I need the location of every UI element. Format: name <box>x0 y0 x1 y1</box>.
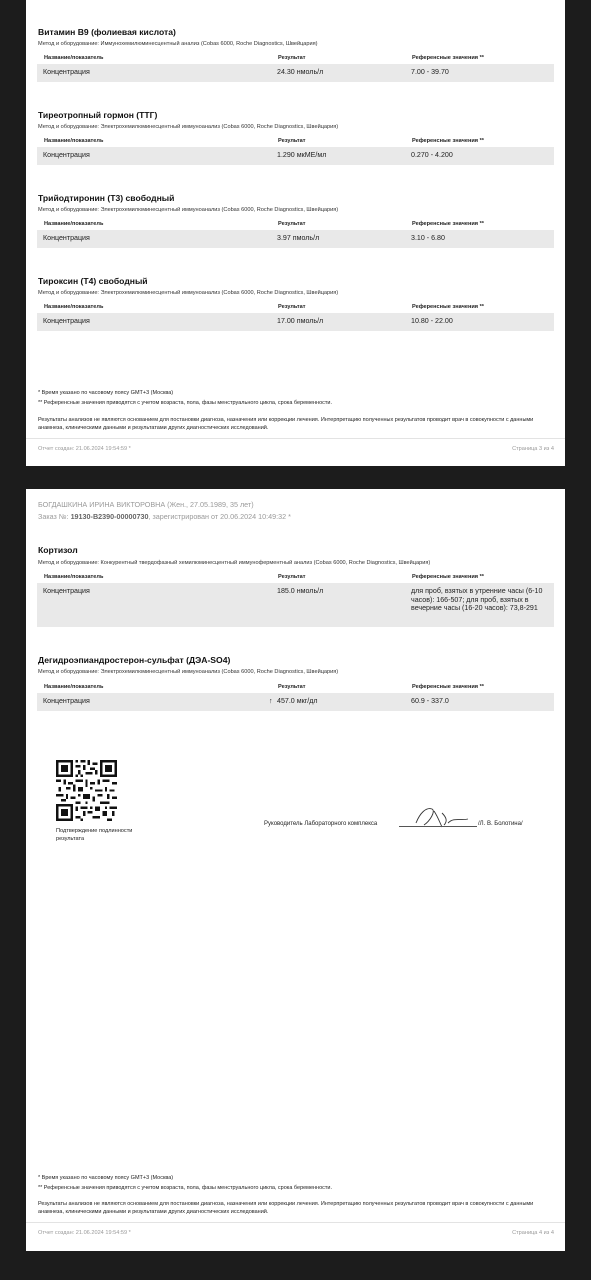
header-name: Название/показатель <box>44 55 104 61</box>
qr-caption: Подтверждение подлинности результата <box>56 828 133 842</box>
header-reference: Референсные значения ** <box>412 574 484 580</box>
header-result: Результат <box>278 574 306 580</box>
row-reference: 10.80 - 22.00 <box>411 317 453 325</box>
order-registered: , зарегистрирован от 20.06.2024 10:49:32 * <box>148 512 291 521</box>
section-method: Метод и оборудование: Электрохемилюминесцентный иммуноанализ (Cobas 6000, Roche Diagnostics, Швейцария) <box>38 669 339 675</box>
header-result: Результат <box>278 684 306 690</box>
header-name: Название/показатель <box>44 221 104 227</box>
row-result: 185.0 нмоль/л <box>277 587 324 595</box>
signatory-name: /Л. В. Болотина/ <box>478 821 523 827</box>
row-result: 3.97 пмоль/л <box>277 234 320 242</box>
table-header <box>38 137 554 147</box>
footnote-timezone: * Время указано по часовому поясу GMT+3 (Москва) <box>38 1175 174 1181</box>
report-created: Отчет создан: 21.06.2024 19:54:59 * <box>38 446 131 452</box>
row-reference: 60.9 - 337.0 <box>411 697 449 705</box>
header-reference: Референсные значения ** <box>412 138 484 144</box>
section-method: Метод и оборудование: Электрохемилюминесцентный иммуноанализ (Cobas 6000, Roche Diagnostics, Швейцария) <box>38 207 339 213</box>
signature-line <box>399 826 477 827</box>
table-header <box>38 303 554 313</box>
footer-divider <box>26 438 565 439</box>
row-reference: для проб, взятых в утренние часы (6-10 часов): 166-507; для проб, взятых в вечерние часы (16-20 часов): 73,8-291 <box>411 587 543 613</box>
table-header <box>38 220 554 230</box>
footnote-reference: ** Референсные значения приводятся с учетом возраста, пола, фазы менструального цикла, срока беременности. <box>38 400 333 406</box>
header-reference: Референсные значения ** <box>412 304 484 310</box>
header-reference: Референсные значения ** <box>412 55 484 61</box>
row-reference: 0.270 - 4.200 <box>411 151 453 159</box>
row-result: 457.0 мкг/дл <box>277 697 318 705</box>
report-created: Отчет создан: 21.06.2024 19:54:59 * <box>38 1230 131 1236</box>
table-header <box>38 573 554 583</box>
row-result: 17.00 пмоль/л <box>277 317 324 325</box>
row-name: Концентрация <box>43 587 90 595</box>
footer-divider <box>26 1222 565 1223</box>
order-info <box>38 512 291 521</box>
header-reference: Референсные значения ** <box>412 221 484 227</box>
section-method: Метод и оборудование: Электрохемилюминесцентный иммуноанализ (Cobas 6000, Roche Diagnostics, Швейцария) <box>38 290 339 296</box>
header-name: Название/показатель <box>44 684 104 690</box>
section-title: Витамин В9 (фолиевая кислота) <box>38 27 176 37</box>
section-method: Метод и оборудование: Электрохемилюминесцентный иммуноанализ (Cobas 6000, Roche Diagnostics, Швейцария) <box>38 124 339 130</box>
footnote-timezone: * Время указано по часовому поясу GMT+3 (Москва) <box>38 390 174 396</box>
table-row <box>37 64 554 82</box>
section-method: Метод и оборудование: Конкурентный твердофазный хемилюминесцентный иммуноферментный анализ (Cobas 6000, Roche Diagnostics, Швейцария) <box>38 560 431 566</box>
signature-title: Руководитель Лабораторного комплекса <box>264 821 378 827</box>
high-flag-icon: ↑ <box>269 697 273 705</box>
row-name: Концентрация <box>43 234 90 242</box>
section-title: Тироксин (Т4) свободный <box>38 276 148 286</box>
section-title: Тиреотропный гормон (ТТГ) <box>38 110 158 120</box>
table-row <box>37 230 554 248</box>
header-result: Результат <box>278 55 306 61</box>
table-header <box>38 54 554 64</box>
row-reference: 7.00 - 39.70 <box>411 68 449 76</box>
row-result: 1.290 мкМЕ/мл <box>277 151 327 159</box>
section-title: Трийодтиронин (Т3) свободный <box>38 193 175 203</box>
section-title: Кортизол <box>38 545 78 555</box>
section-title: Дегидроэпиандростерон-сульфат (ДЭА-SO4) <box>38 655 231 665</box>
order-number: 19130-B2390-00000730 <box>70 512 149 521</box>
header-name: Название/показатель <box>44 138 104 144</box>
header-result: Результат <box>278 304 306 310</box>
qr-code-icon <box>56 760 117 821</box>
disclaimer: Результаты анализов не являются основанием для постановки диагноза, назначения или коррекции лечения. Интерпретацию полученных результатов проводит врач в совокупности с данными анамнеза, клиническими данными и результатами других диагностических исследований. <box>38 417 534 432</box>
table-row <box>37 313 554 331</box>
header-name: Название/показатель <box>44 574 104 580</box>
table-row <box>37 583 554 627</box>
row-name: Концентрация <box>43 697 90 705</box>
patient-info: БОГДАШКИНА ИРИНА ВИКТОРОВНА (Жен., 27.05.1989, 35 лет) <box>38 500 254 509</box>
table-header <box>38 683 554 693</box>
order-prefix: Заказ №: <box>38 512 71 521</box>
row-name: Концентрация <box>43 151 90 159</box>
row-reference: 3.10 - 6.80 <box>411 234 445 242</box>
header-result: Результат <box>278 138 306 144</box>
page-number: Страница 3 из 4 <box>512 446 554 452</box>
footnote-reference: ** Референсные значения приводятся с учетом возраста, пола, фазы менструального цикла, срока беременности. <box>38 1185 333 1191</box>
page-number: Страница 4 из 4 <box>512 1230 554 1236</box>
table-row <box>37 147 554 165</box>
row-name: Концентрация <box>43 68 90 76</box>
header-name: Название/показатель <box>44 304 104 310</box>
row-result: 24.30 нмоль/л <box>277 68 324 76</box>
disclaimer: Результаты анализов не являются основанием для постановки диагноза, назначения или коррекции лечения. Интерпретацию полученных результатов проводит врач в совокупности с данными анамнеза, клиническими данными и результатами других диагностических исследований. <box>38 1201 534 1216</box>
header-result: Результат <box>278 221 306 227</box>
header-reference: Референсные значения ** <box>412 684 484 690</box>
report-page-3 <box>26 0 565 466</box>
section-method: Метод и оборудование: Иммунохемилюминесцентный анализ (Cobas 6000, Roche Diagnostics, Швейцария) <box>38 41 318 47</box>
report-page-4 <box>26 489 565 1251</box>
table-row <box>37 693 554 711</box>
row-name: Концентрация <box>43 317 90 325</box>
